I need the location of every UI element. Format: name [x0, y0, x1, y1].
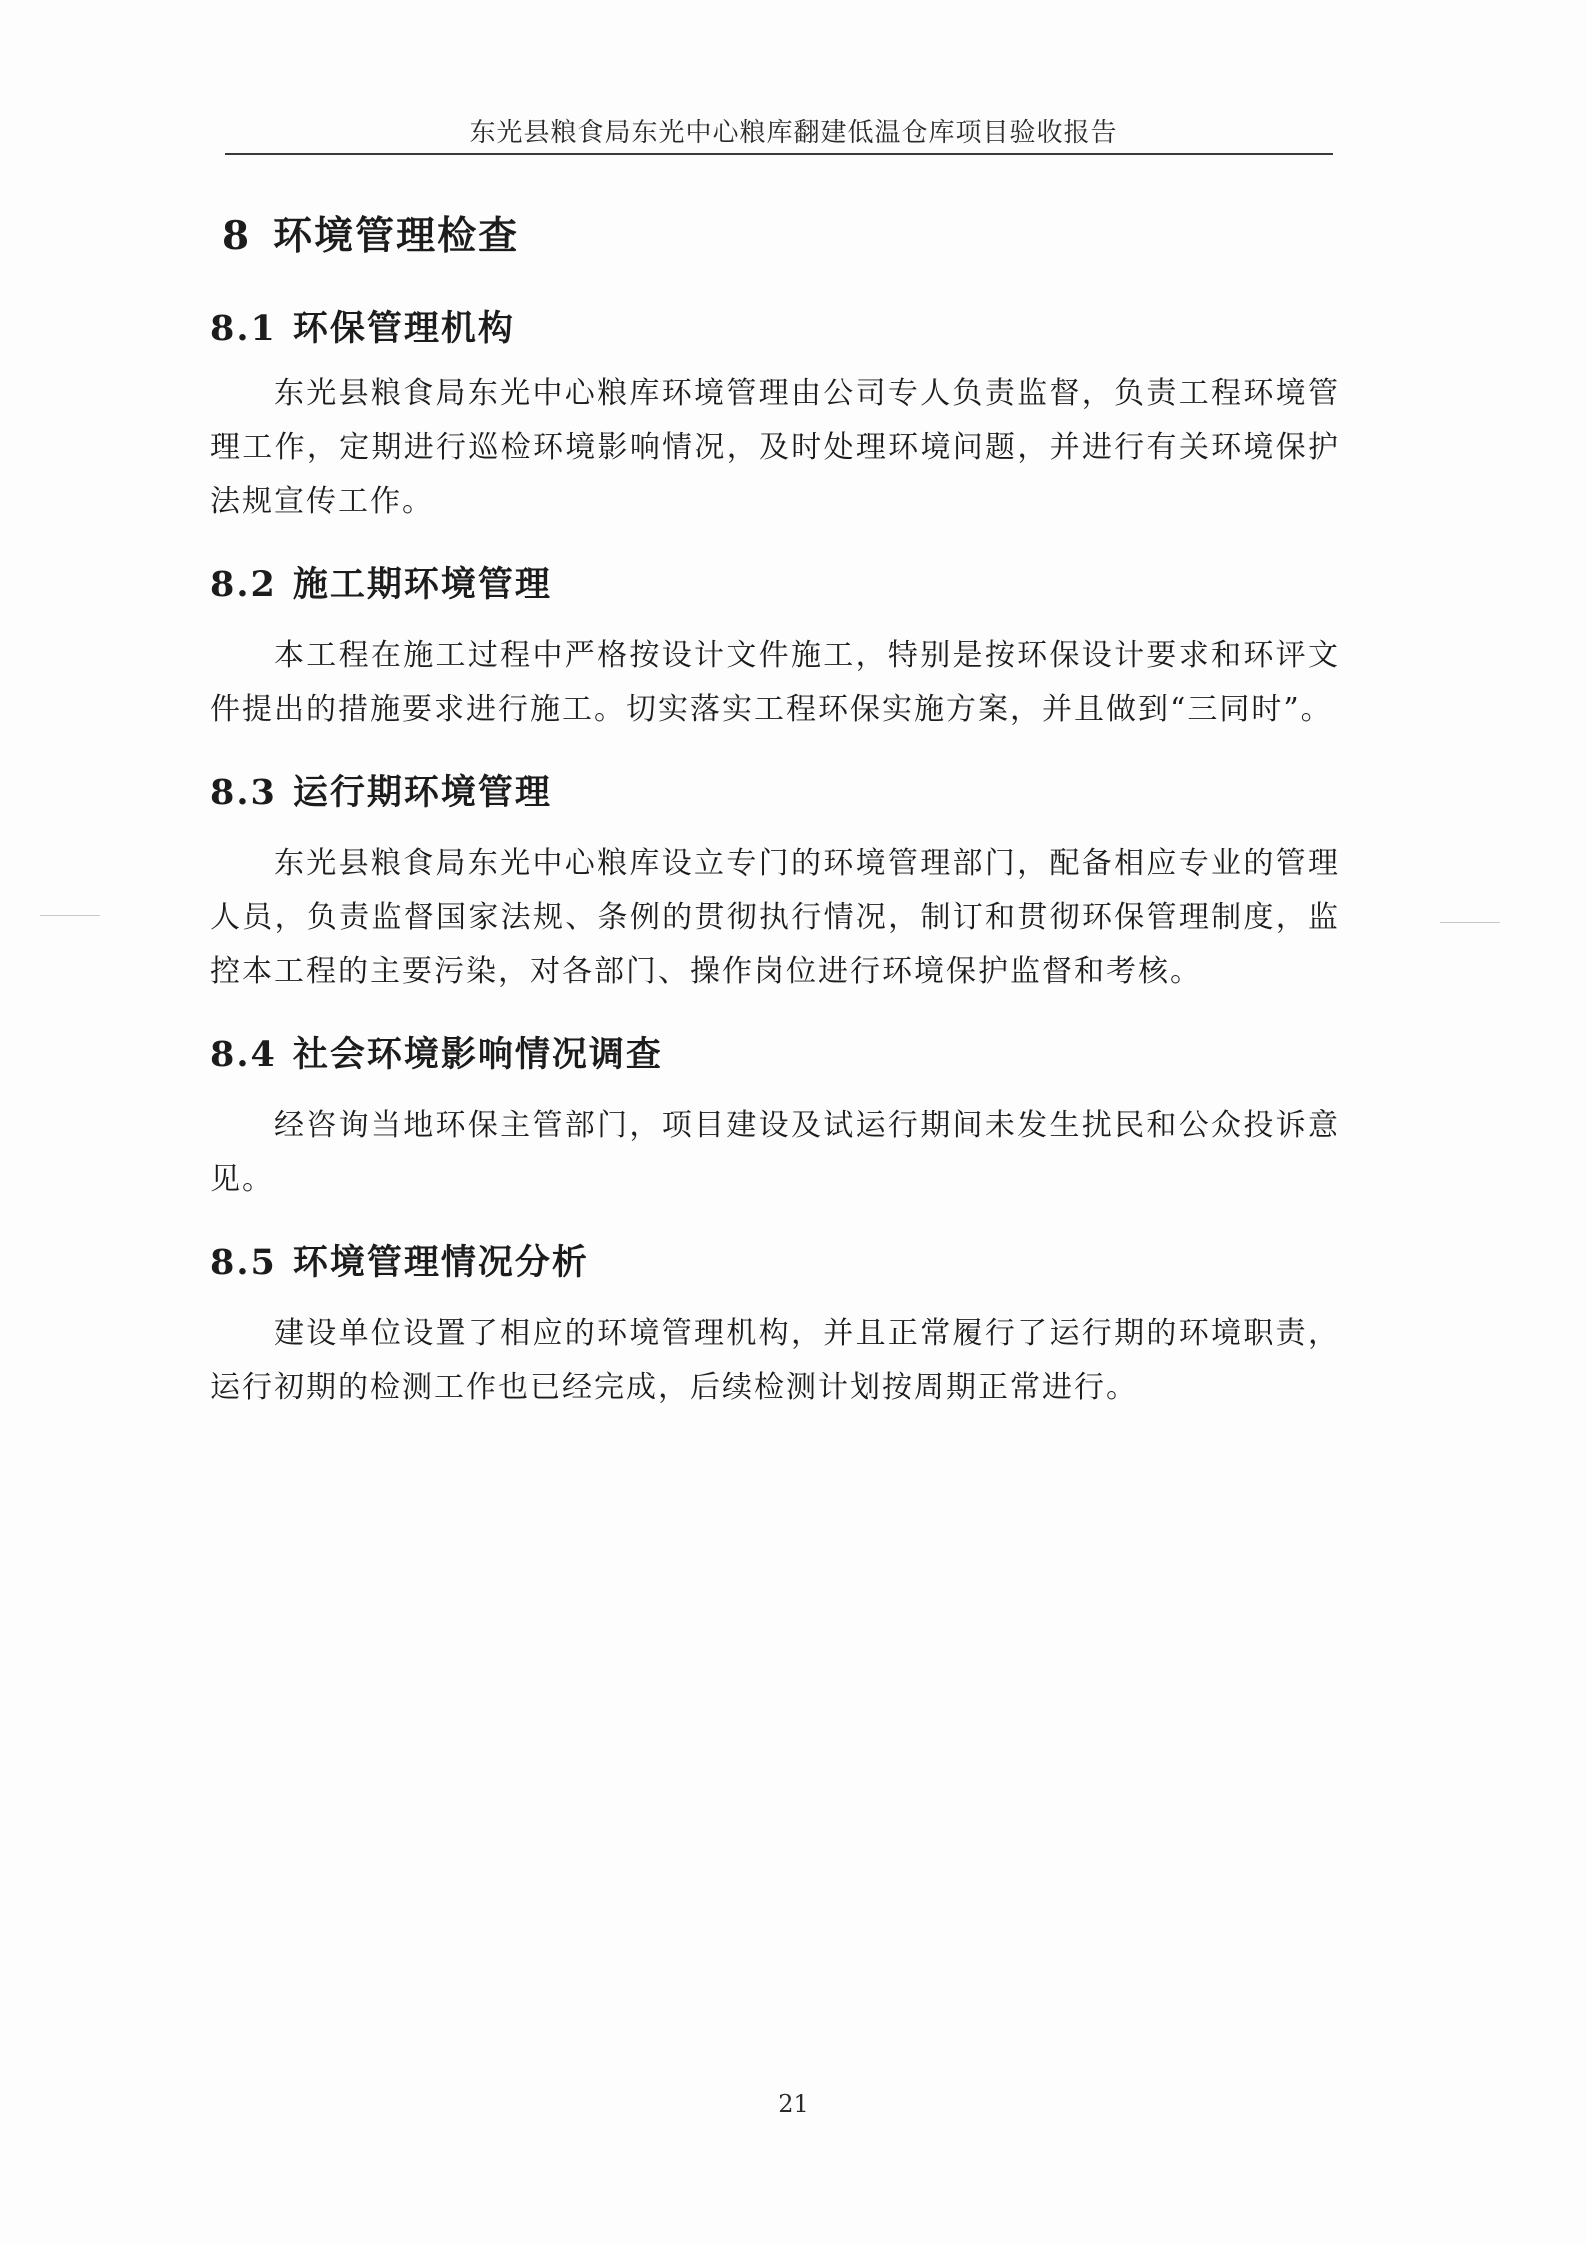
scan-artifact-line	[40, 915, 100, 916]
section-title-text: 社会环境影响情况调查	[292, 1034, 663, 1075]
section-title	[210, 765, 1340, 815]
running-header: 东光县粮食局东光中心粮库翻建低温仓库项目验收报告	[469, 118, 1118, 148]
section-paragraph: 东光县粮食局东光中心粮库环境管理由公司专人负责监督，负责工程环境管理工作，定期进行巡检环境影响情况，及时处理环境问题，并进行有关环境保护法规宣传工作。	[210, 376, 1340, 519]
chapter-title-text: 环境管理检查	[273, 213, 520, 259]
section-paragraph: 经咨询当地环保主管部门，项目建设及试运行期间未发生扰民和公众投诉意见。	[210, 1108, 1340, 1197]
section-title-text: 环保管理机构	[292, 308, 515, 349]
section-title	[210, 301, 1340, 351]
section-title-text: 环境管理情况分析	[292, 1242, 589, 1283]
section-title	[210, 1235, 1340, 1285]
header-rule	[225, 153, 1333, 155]
section-8-1	[210, 301, 1340, 529]
section-number: 8.1	[210, 308, 277, 349]
section-number: 8.5	[210, 1242, 277, 1283]
document-body	[210, 205, 1340, 1443]
section-8-4	[210, 1027, 1340, 1207]
section-paragraph: 建设单位设置了相应的环境管理机构，并且正常履行了运行期的环境职责，运行初期的检测工作也已经完成，后续检测计划按周期正常进行。	[210, 1316, 1340, 1405]
chapter-number: 8	[222, 213, 252, 259]
section-8-5	[210, 1235, 1340, 1415]
section-title-text: 施工期环境管理	[292, 564, 552, 605]
chapter-title	[222, 205, 1340, 261]
section-number: 8.4	[210, 1034, 277, 1075]
section-8-3	[210, 765, 1340, 999]
section-title-text: 运行期环境管理	[292, 772, 552, 813]
section-paragraph: 本工程在施工过程中严格按设计文件施工，特别是按环保设计要求和环评文件提出的措施要求进行施工。切实落实工程环保实施方案，并且做到“三同时”。	[210, 638, 1340, 727]
section-title	[210, 1027, 1340, 1077]
scan-artifact-line	[1440, 922, 1500, 923]
page-number: 21	[778, 2090, 809, 2118]
section-title	[210, 557, 1340, 607]
section-number: 8.3	[210, 772, 277, 813]
section-8-2	[210, 557, 1340, 737]
section-paragraph: 东光县粮食局东光中心粮库设立专门的环境管理部门，配备相应专业的管理人员，负责监督国家法规、条例的贯彻执行情况，制订和贯彻环保管理制度，监控本工程的主要污染，对各部门、操作岗位进行环境保护监督和考核。	[210, 846, 1340, 989]
section-number: 8.2	[210, 564, 277, 605]
